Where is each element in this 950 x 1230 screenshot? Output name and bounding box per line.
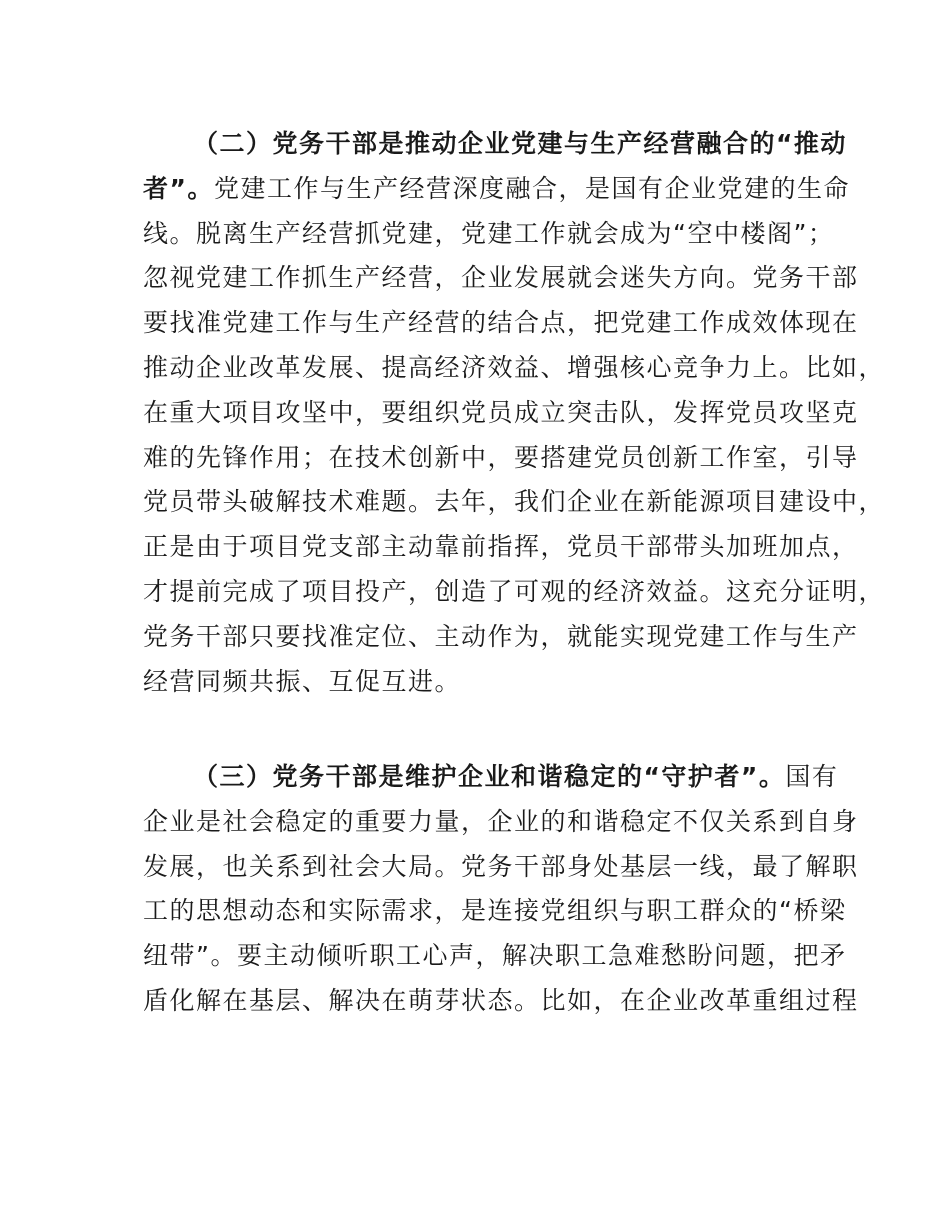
text-line: 党务干部只要找准定位、主动作为，就能实现党建工作与生产 <box>143 621 859 651</box>
paragraph-section-3 <box>143 755 859 1024</box>
section-heading: （二）党务干部是推动企业党建与生产经营融合的“推动 <box>193 129 847 158</box>
text-line: 线。脱离生产经营抓党建，党建工作就会成为“空中楼阁”； <box>143 218 835 248</box>
text-line <box>143 755 839 800</box>
text-line: 经营同频共振、互促互进。 <box>143 666 462 696</box>
text-line: 发展，也关系到社会大局。党务干部身处基层一线，最了解职 <box>143 851 859 881</box>
text-line: 正是由于项目党支部主动靠前指挥，党员干部带头加班加点， <box>143 532 859 562</box>
text-line: 在重大项目攻坚中，要组织党员成立突击队，发挥党员攻坚克 <box>143 397 859 427</box>
text-line <box>143 167 850 212</box>
text-line: 推动企业改革发展、提高经济效益、增强核心竞争力上。比如， <box>143 352 886 382</box>
text-line: 要找准党建工作与生产经营的结合点，把党建工作成效体现在 <box>143 308 859 338</box>
paragraph-section-2 <box>143 122 886 704</box>
text-line: 企业是社会稳定的重要力量，企业的和谐稳定不仅关系到自身 <box>143 806 859 836</box>
body-text: 党建工作与生产经营深度融合，是国有企业党建的生命 <box>213 173 850 203</box>
text-line: 纽带”。要主动倾听职工心声，解决职工急难愁盼问题，把矛 <box>143 941 847 971</box>
section-heading-continued: 者”。 <box>143 173 214 203</box>
text-line: 难的先锋作用；在技术创新中，要搭建党员创新工作室，引导 <box>143 442 859 472</box>
body-text: 国有 <box>785 762 839 791</box>
text-line: 盾化解在基层、解决在萌芽状态。比如，在企业改革重组过程 <box>143 985 859 1015</box>
text-line: 忽视党建工作抓生产经营，企业发展就会迷失方向。党务干部 <box>143 263 859 293</box>
text-line: 才提前完成了项目投产，创造了可观的经济效益。这充分证明， <box>143 576 886 606</box>
text-line <box>143 122 847 167</box>
text-line: 党员带头破解技术难题。去年，我们企业在新能源项目建设中， <box>143 487 886 517</box>
section-heading: （三）党务干部是维护企业和谐稳定的“守护者”。 <box>193 762 786 791</box>
text-line: 工的思想动态和实际需求，是连接党组织与职工群众的“桥梁 <box>143 896 847 926</box>
